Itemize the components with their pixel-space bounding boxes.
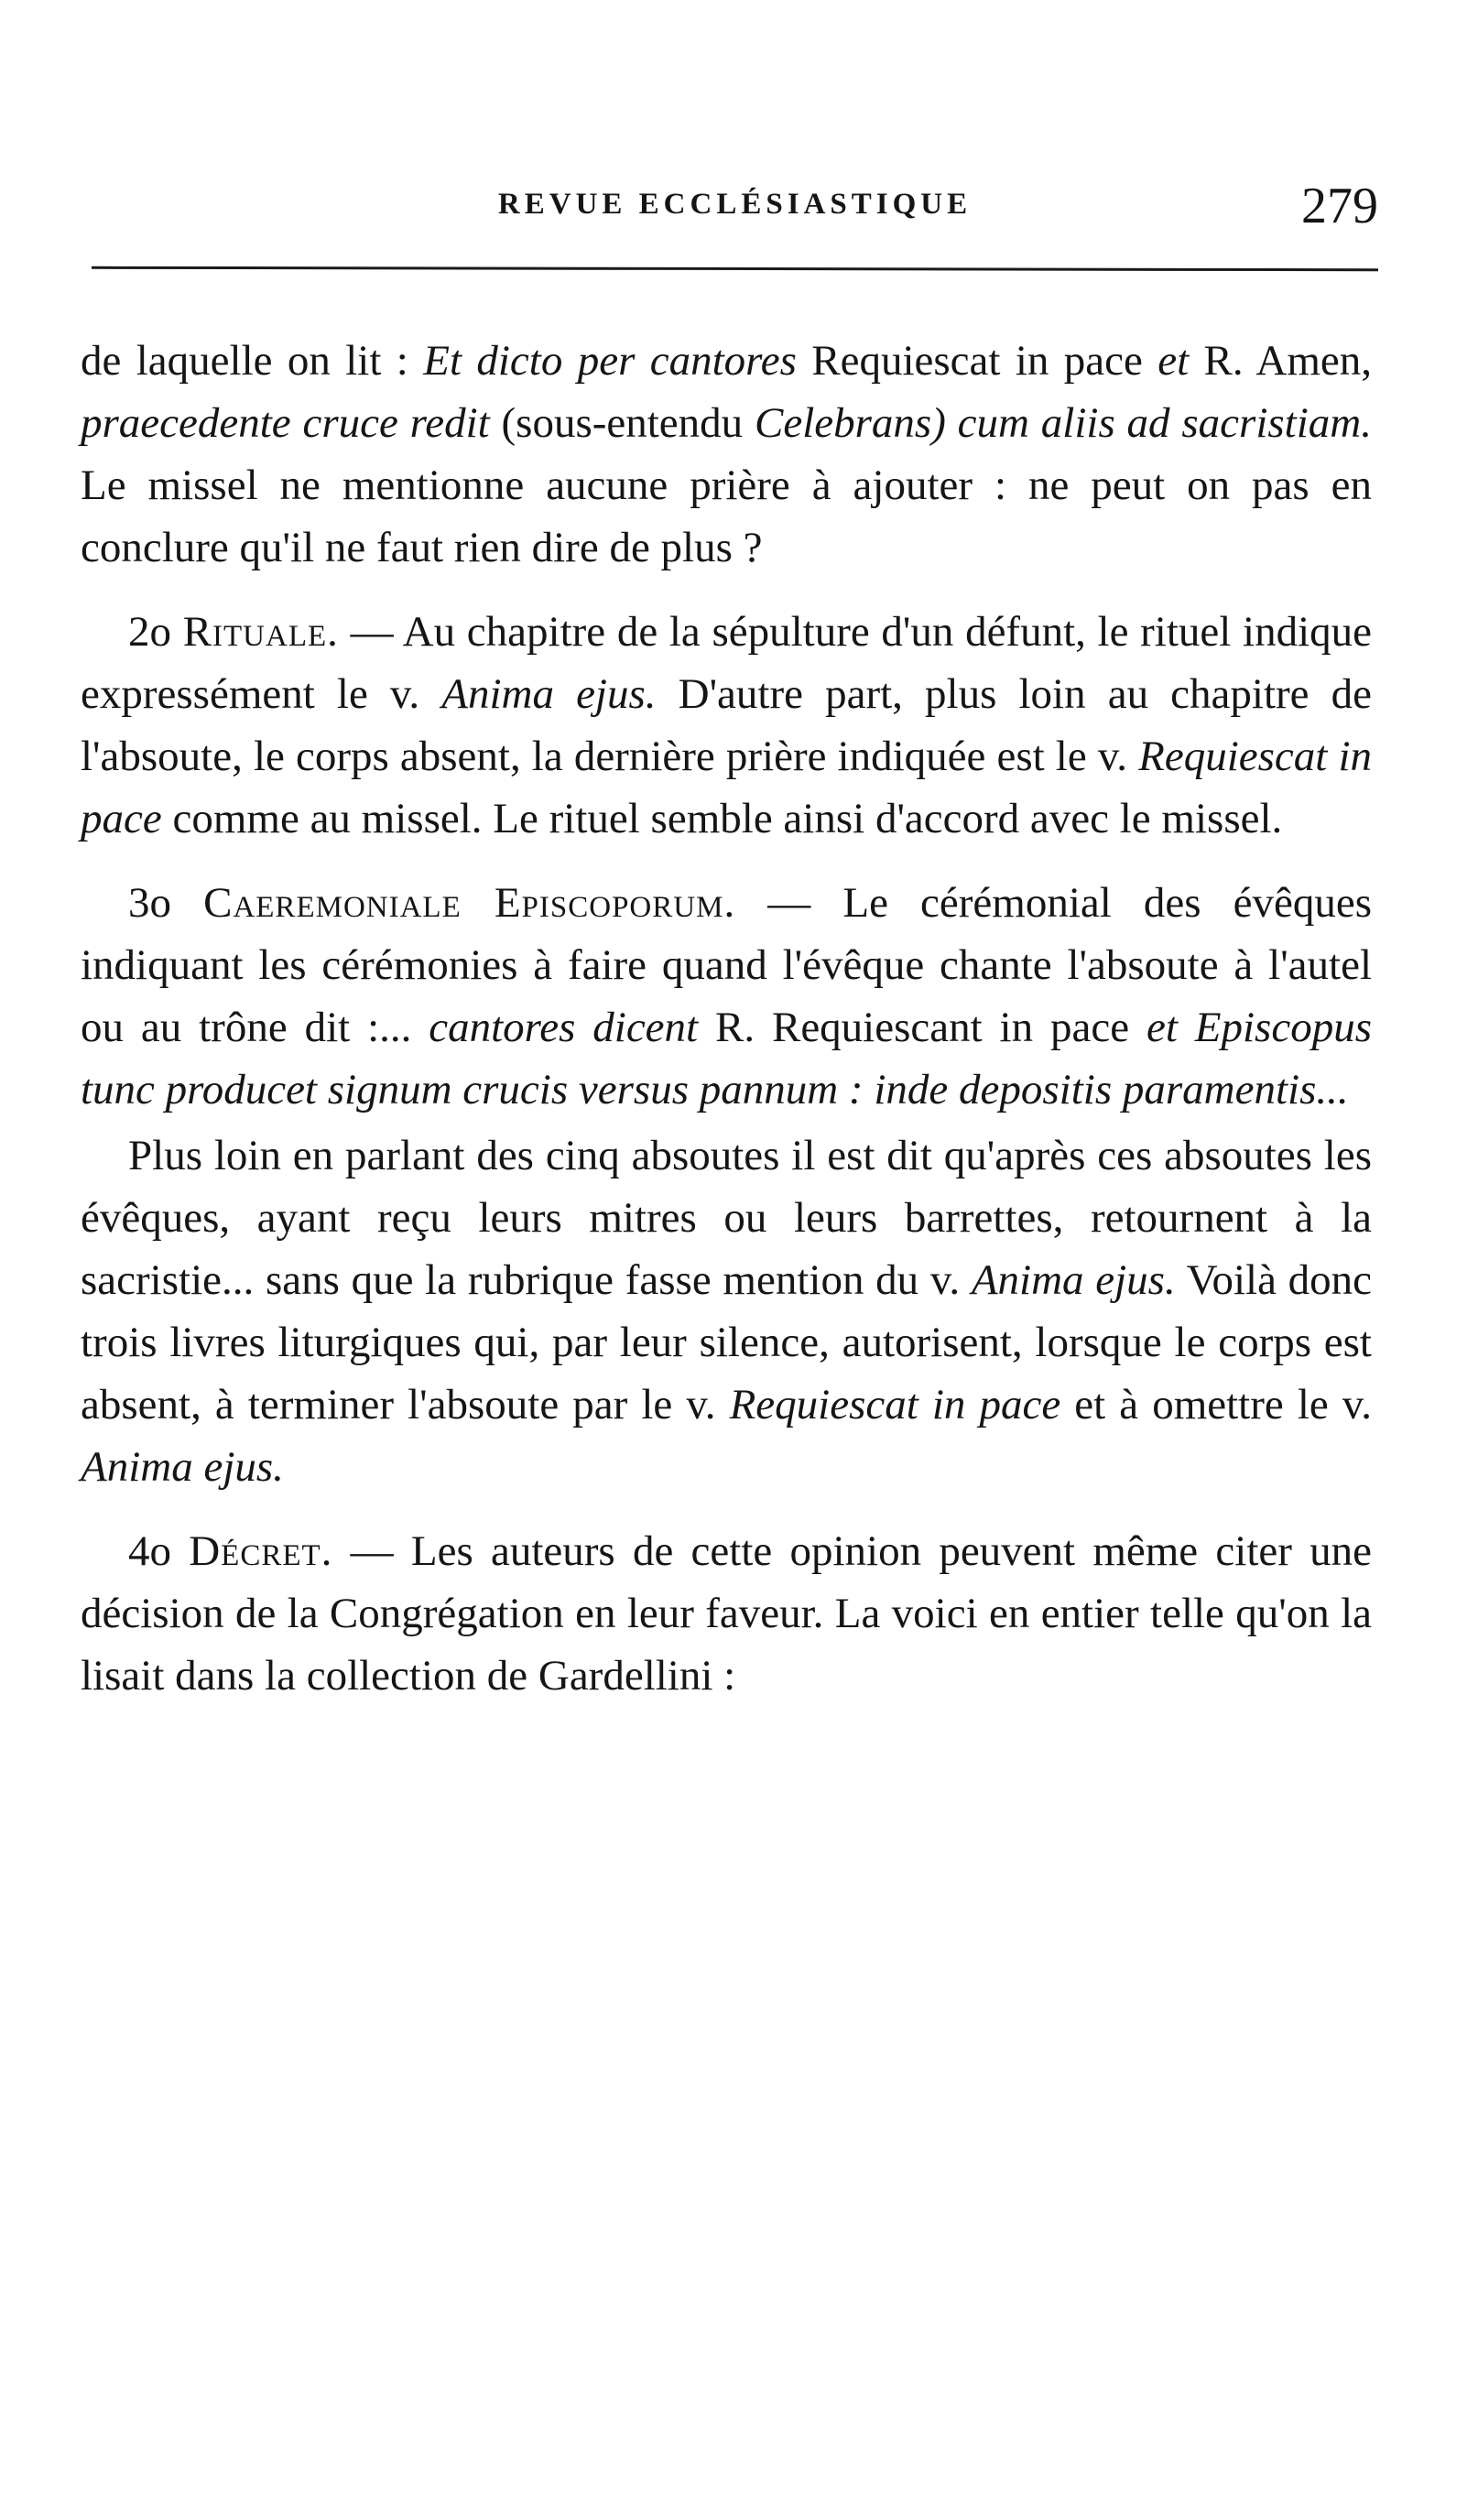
text: Plus loin en parlant des cinq absoutes il est dit qu'après ces absoutes les évêques, ayant reçu leurs mitres ou leurs barrettes, retournent à la sacristie... sans que la rubrique fasse mention du v. — [81, 1132, 1372, 1304]
section-heading: Décret. — [189, 1527, 333, 1575]
text: (sous-entendu — [489, 399, 755, 447]
italic-text: Requiescat in pace — [81, 733, 1373, 842]
paragraph-1 — [81, 330, 1372, 579]
running-title: REVUE ECCLÉSIASTIQUE — [497, 188, 973, 221]
section-heading: Rituale. — [182, 608, 339, 656]
running-header — [92, 178, 1378, 243]
body-text — [81, 330, 1372, 1729]
italic-text: praecedente cruce redit — [81, 399, 490, 447]
paragraph-4 — [81, 1124, 1372, 1498]
section-heading: Caeremoniale Episcoporum. — [203, 879, 736, 927]
text: — Les auteurs de cette opinion peuvent même citer une décision de la Congrégation en leur faveur. La voici en entier telle qu'on la lisait dans la collection de Gardellini : — [81, 1527, 1372, 1700]
italic-text: Requiescat in pace — [729, 1381, 1061, 1428]
text: et à omettre le v. — [1060, 1381, 1373, 1428]
text: Voilà donc trois livres liturgiques qui, par leur silence, autorisent, lorsque le corps est absent, à terminer l'absoute par le v. — [81, 1256, 1373, 1428]
page-number: 279 — [1301, 178, 1378, 234]
text: R. Amen, — [1189, 337, 1373, 385]
italic-text: cantores dicent — [429, 1004, 699, 1051]
paragraph-3 — [81, 872, 1372, 1121]
paragraph-5 — [81, 1520, 1372, 1707]
italic-text: Anima ejus. — [971, 1256, 1176, 1304]
italic-text: Celebrans) cum aliis ad sacristiam. — [754, 399, 1372, 447]
italic-text: et Episcopus tunc producet signum crucis versus pannum : inde depositis paramentis... — [81, 1004, 1372, 1113]
text: R. Requiescant in pace — [698, 1004, 1147, 1051]
text: D'autre part, plus loin au chapitre de l'absoute, le corps absent, la dernière prière indiquée est le v. — [81, 670, 1372, 780]
text: comme au missel. Le rituel semble ainsi d'accord avec le missel. — [161, 795, 1283, 842]
italic-text: Anima ejus. — [441, 670, 657, 718]
text: — Le cérémonial des évêques indiquant les cérémonies à faire quand l'évêque chante l'absoute à l'autel ou au trône dit :... — [81, 879, 1373, 1051]
italic-text: Et dicto per cantores — [423, 337, 797, 385]
section-number: 3o — [128, 879, 204, 927]
italic-text: et — [1157, 337, 1190, 385]
italic-text: Anima ejus. — [81, 1443, 284, 1491]
section-number: 2o — [128, 608, 183, 656]
header-rule — [92, 266, 1378, 271]
text: Le missel ne mentionne aucune prière à ajouter : ne peut on pas en conclure qu'il ne faut rien dire de plus ? — [81, 462, 1372, 571]
section-number: 4o — [128, 1527, 190, 1575]
text: Requiescat in pace — [796, 337, 1158, 385]
text: — Au chapitre de la sépulture d'un défunt, le rituel indique expressément le v. — [81, 608, 1372, 718]
text: de laquelle on lit : — [81, 337, 424, 385]
paragraph-2 — [81, 601, 1372, 850]
